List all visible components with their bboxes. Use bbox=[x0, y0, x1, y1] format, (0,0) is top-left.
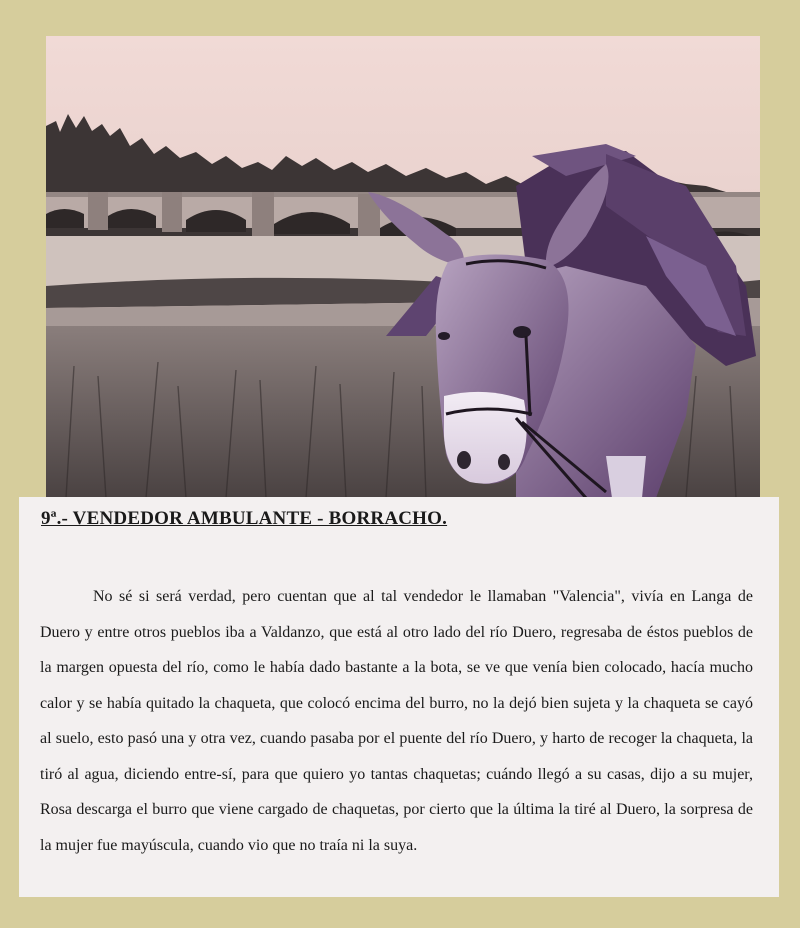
story-title: 9ª.- VENDEDOR AMBULANTE - BORRACHO. bbox=[41, 508, 448, 529]
story-body: No sé si será verdad, pero cuentan que al tal vendedor le llamaban "Valencia", vivía en Langa de Duero y entre otros pueblos iba a Valdanzo, que está al otro lado del río Duero, regresaba de éstos pueblos de la margen opuesta del río, como le había dado bastante a la bota, se ve que venía bien colocado, hacía mucho calor y se había quitado la chaqueta, que colocó encima del burro, no la dejó bien sujeta y la chaqueta se cayó al suelo, esto pasó una y otra vez, cuando pasaba por el puente del río Duero, y harto de recoger la chaqueta, la tiró al agua, diciendo entre-sí, para que quiero yo tantas chaquetas; cuándo llegó a su casas, dijo a su mujer, Rosa descarga el burro que viene cargado de chaquetas, por cierto que la última la tiré al Duero, la sorpresa de la mujer fue mayúscula, cuando vio que no traía ni la suya. bbox=[40, 588, 753, 854]
donkey-on-bridge-photo bbox=[46, 36, 760, 498]
story-document bbox=[19, 497, 779, 897]
photo-illustration bbox=[46, 36, 760, 498]
